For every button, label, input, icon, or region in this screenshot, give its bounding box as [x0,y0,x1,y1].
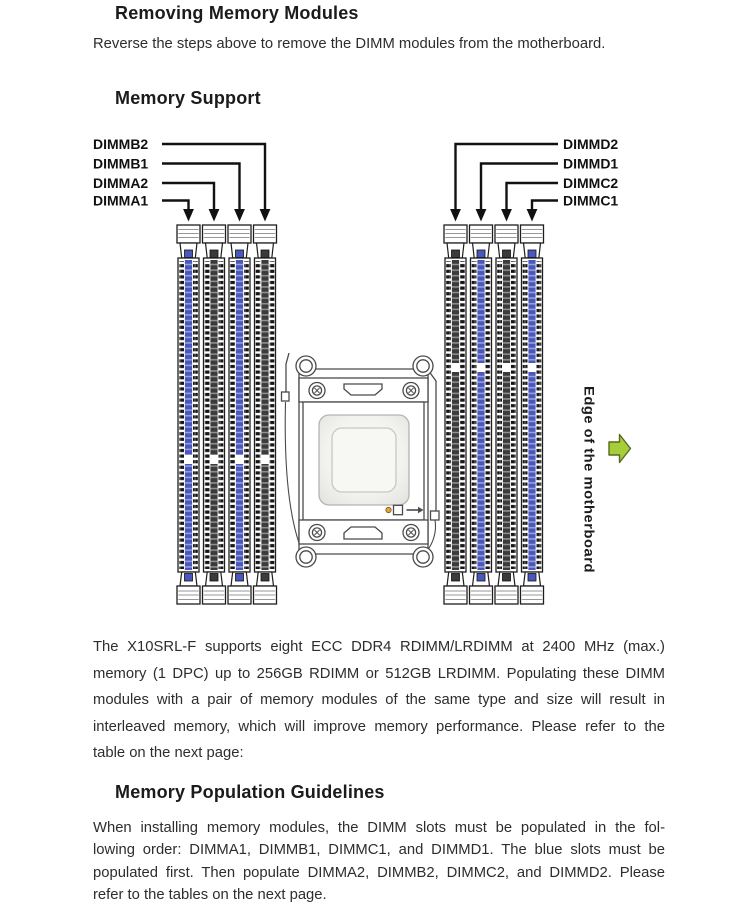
dimm-leader-arrowhead [476,209,487,222]
paragraph-line: interleaved memory, which will improve memory performance. Please refer to the [93,718,665,735]
socket-right-lever [428,370,436,511]
dimm-key-notch [451,363,459,372]
dimm-leader-arrowhead [209,209,220,222]
dimm-slot-DIMMD1 [470,225,493,604]
dimm-key-notch [502,363,510,372]
dimm-key-notch [235,455,243,464]
section-title-removing-memory-modules: Removing Memory Modules [115,3,359,23]
dimm-key-notch [477,363,485,372]
left-dimm-slot-group [177,225,277,604]
dimm-leader-line [162,164,240,212]
dimm-slot-DIMMC1 [521,225,544,604]
edge-of-motherboard-label: Edge of the motherboard [581,386,598,564]
edge-arrow-icon [609,435,631,463]
paragraph-line: populated first. Then populate DIMMA2, DIMMB2, DIMMC2, and DIMMD2. Please [93,864,665,881]
dimm-leader-arrowhead [260,209,271,222]
paragraph-line: refer to the tables on the next page. [93,887,327,904]
paragraph-line: The X10SRL-F supports eight ECC DDR4 RDIMM/LRDIMM at 2400 MHz (max.) [93,639,665,655]
dimm-label-DIMMA1: DIMMA1 [93,192,149,209]
dimm-slot-DIMMA1 [177,225,200,604]
section-title-memory-population-guidelines: Memory Population Guidelines [115,782,385,802]
right-dimm-slot-group [444,225,544,604]
dimm-slot-DIMMB2 [254,225,277,604]
dimm-key-notch [210,455,218,464]
dimm-label-DIMMC1: DIMMC1 [563,192,619,209]
dimm-label-DIMMD1: DIMMD1 [563,155,619,172]
paragraph-line: memory (1 DPC) up to 256GB RDIMM or 512GB LRDIMM. Populating these DIMM [93,665,665,682]
dimm-label-group [93,136,618,222]
dimm-label-DIMMA2: DIMMA2 [93,175,149,191]
dimm-leader-arrowhead [234,209,245,222]
dimm-slot-DIMMD2 [444,225,467,604]
dimm-label-DIMMC2: DIMMC2 [563,175,619,191]
dimm-label-DIMMD2: DIMMD2 [563,136,619,152]
dimm-label-DIMMB1: DIMMB1 [93,155,149,172]
memory-support-paragraph [93,634,665,767]
dimm-leader-line [481,164,558,212]
section-title-memory-support: Memory Support [115,88,261,108]
dimm-leader-arrowhead [450,209,461,222]
removing-memory-body: Reverse the steps above to remove the DIMM modules from the motherboard. [93,36,606,52]
dimm-label-DIMMB2: DIMMB2 [93,136,149,152]
dimm-leader-arrowhead [527,209,538,222]
paragraph-line: modules with a pair of memory modules of the same type and size will result in [93,692,665,708]
cpu-socket [282,353,440,567]
dimm-slot-DIMMB1 [228,225,251,604]
paragraph-line: table on the next page: [93,745,244,761]
dimm-slot-DIMMC2 [495,225,518,604]
paragraph-line: lowing order: DIMMA1, DIMMB1, DIMMC1, and DIMMD1. The blue slots must be [93,842,665,859]
dimm-slot-DIMMA2 [203,225,226,604]
paragraph-line: When installing memory modules, the DIMM slots must be populated in the fol- [93,820,665,836]
memory-population-paragraph [93,817,665,904]
dimm-key-notch [528,363,536,372]
dimm-key-notch [261,455,269,464]
dimm-leader-arrowhead [501,209,512,222]
socket-left-lever [286,353,289,392]
dimm-key-notch [184,455,192,464]
dimm-leader-arrowhead [183,209,194,222]
